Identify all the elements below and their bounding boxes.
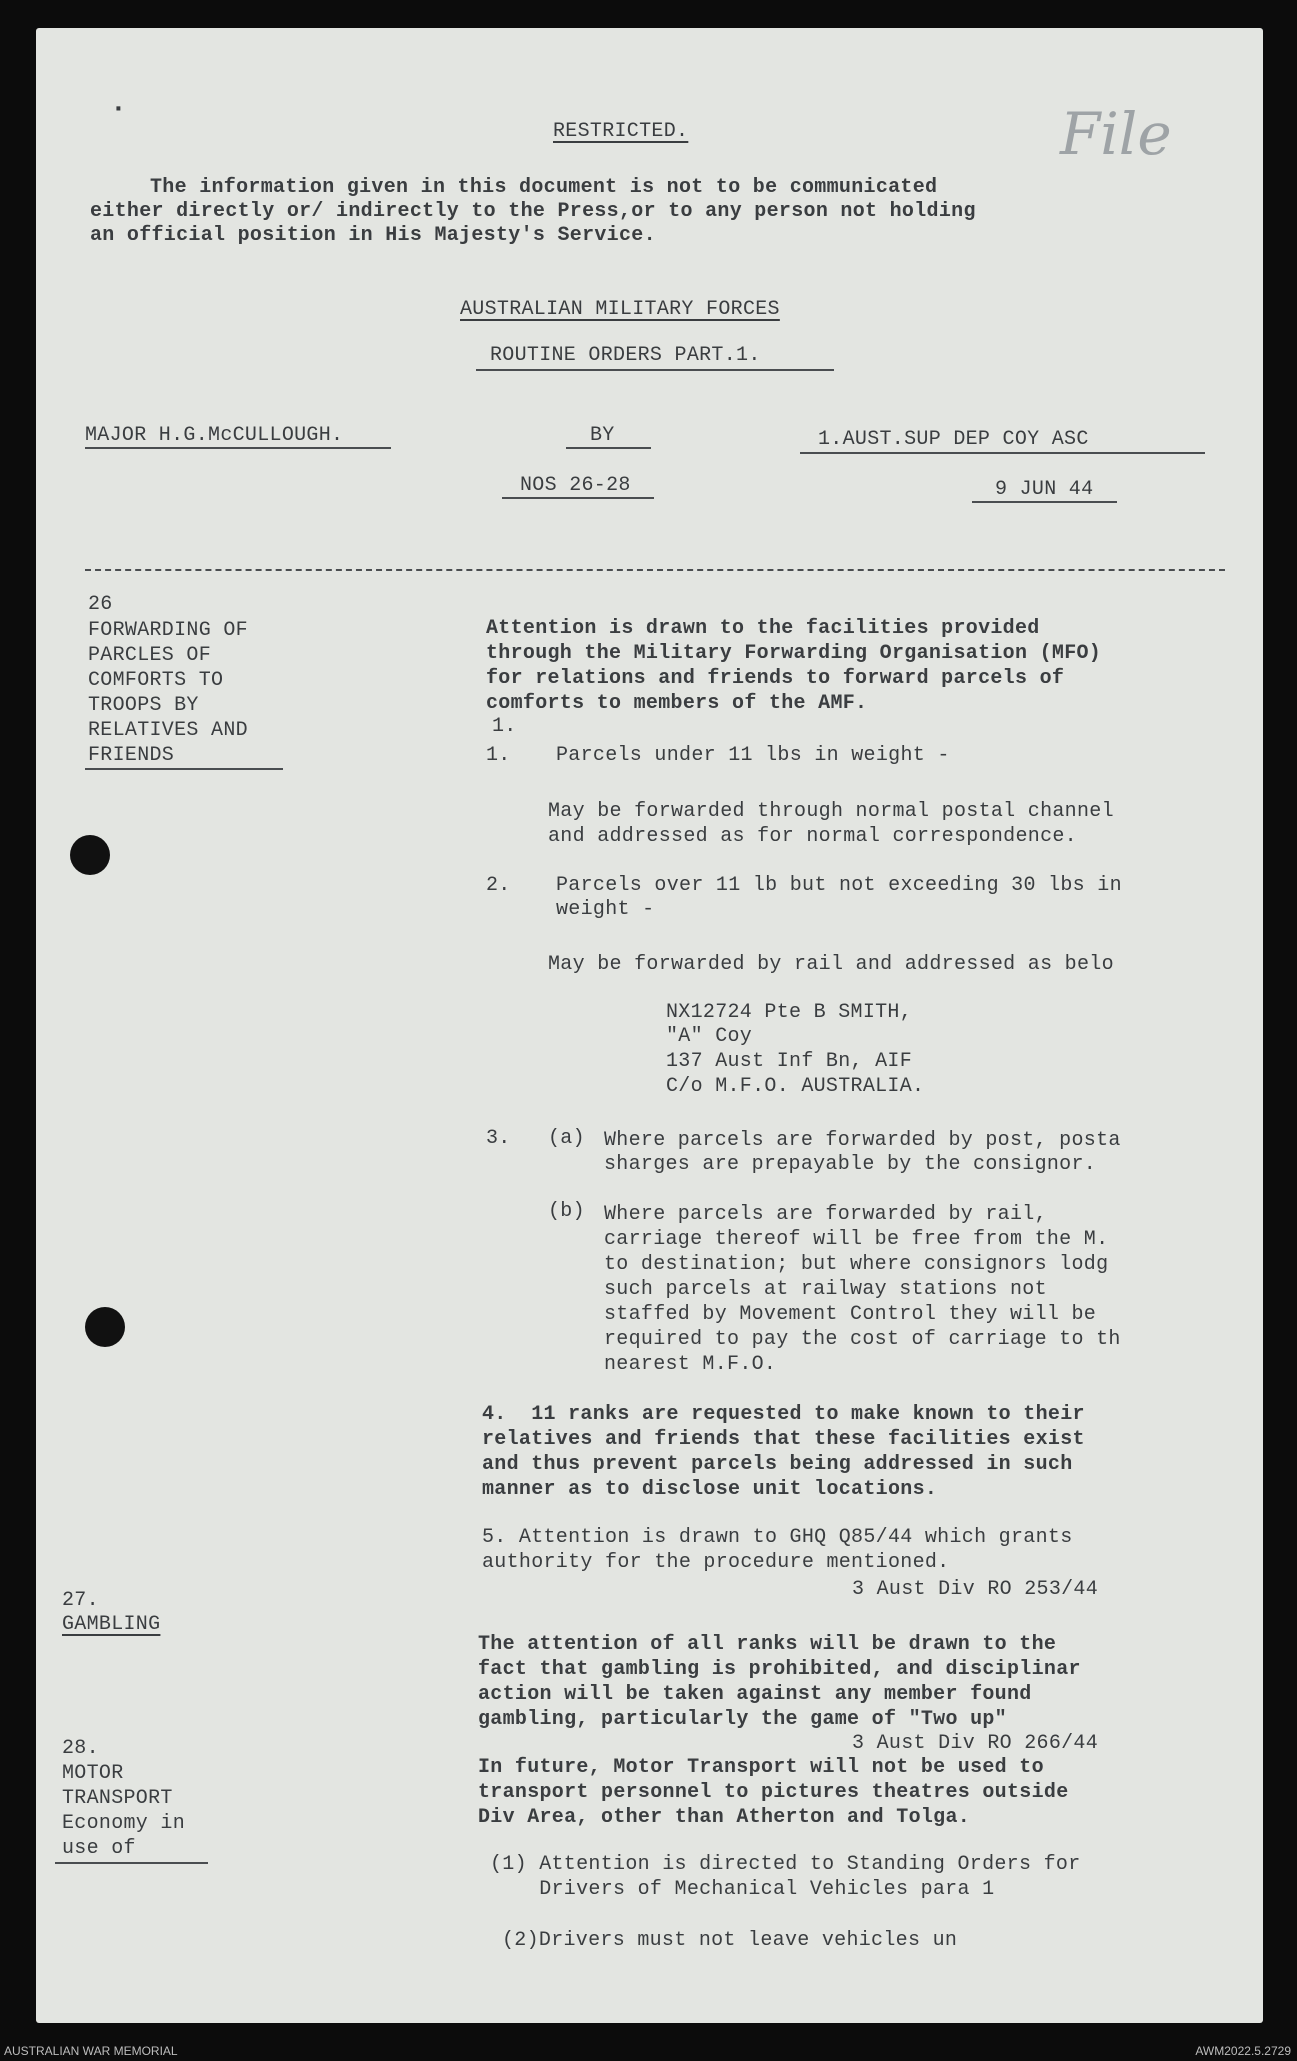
address-line-2: "A" Coy bbox=[666, 1025, 753, 1048]
order-28-line-3: Div Area, other than Atherton and Tolga. bbox=[478, 1806, 971, 1829]
ink-mark: · bbox=[110, 94, 128, 125]
by-label: BY bbox=[590, 424, 615, 447]
order-27-line-4: gambling, particularly the game of "Two up" bbox=[478, 1708, 1007, 1731]
order-26-title-line-2: PARCLES OF bbox=[88, 644, 212, 667]
order-27-line-1: The attention of all ranks will be drawn to the bbox=[478, 1633, 1057, 1656]
order-28-title-line-4: use of bbox=[62, 1837, 136, 1860]
issuer: MAJOR H.G.McCULLOUGH. bbox=[85, 424, 344, 447]
item-3b-line-1: Where parcels are forwarded by rail, bbox=[604, 1203, 1047, 1226]
order-27-line-2: fact that gambling is prohibited, and disciplinar bbox=[478, 1658, 1081, 1681]
item-3b-line-5: staffed by Movement Control they will be bbox=[604, 1303, 1097, 1326]
item-3a-label: (a) bbox=[548, 1127, 585, 1150]
item-4-line-1: 4. 11 ranks are requested to make known to their bbox=[482, 1403, 1085, 1426]
item-2-heading-line-1: Parcels over 11 lb but not exceeding 30 lbs in bbox=[556, 874, 1122, 897]
order-28-para-1-line-1: (1) Attention is directed to Standing Orders for bbox=[490, 1853, 1081, 1876]
intro-line-3: for relations and friends to forward parcels of bbox=[486, 667, 1065, 690]
item-3b-line-2: carriage thereof will be free from the M. bbox=[604, 1228, 1109, 1251]
order-28-title-line-1: MOTOR bbox=[62, 1762, 124, 1785]
item-2-heading-line-2: weight - bbox=[556, 898, 655, 921]
by-rule bbox=[566, 447, 651, 449]
punch-hole-bottom bbox=[85, 1307, 125, 1347]
intro-line-2: through the Military Forwarding Organisation (MFO) bbox=[486, 642, 1102, 665]
address-line-4: C/o M.F.O. AUSTRALIA. bbox=[666, 1075, 925, 1098]
item-4-line-2: relatives and friends that these facilities exist bbox=[482, 1428, 1085, 1451]
order-26-title-line-3: COMFORTS TO bbox=[88, 669, 224, 692]
item-1-number: 1. bbox=[486, 744, 511, 767]
order-27-title: GAMBLING bbox=[62, 1613, 161, 1636]
order-28-title-line-3: Economy in bbox=[62, 1812, 186, 1835]
order-26-title-line-1: FORWARDING OF bbox=[88, 619, 248, 642]
item-3b-line-3: to destination; but where consignors lodg bbox=[604, 1253, 1109, 1276]
date-rule bbox=[972, 501, 1117, 503]
item-1-heading: Parcels under 11 lbs in weight - bbox=[556, 744, 950, 767]
order-28-title-line-2: TRANSPORT bbox=[62, 1787, 173, 1810]
order-27-line-3: action will be taken against any member found bbox=[478, 1683, 1032, 1706]
item-4-line-3: and thus prevent parcels being addressed in such bbox=[482, 1453, 1073, 1476]
item-2-line: May be forwarded by rail and addressed as belo bbox=[548, 953, 1114, 976]
issuer-rule bbox=[85, 447, 391, 449]
order-28-para-2: (2)Drivers must not leave vehicles un bbox=[502, 1929, 958, 1952]
address-line-3: 137 Aust Inf Bn, AIF bbox=[666, 1050, 913, 1073]
handwritten-file-note: File bbox=[1060, 100, 1172, 168]
item-1-line-1: May be forwarded through normal postal channel bbox=[548, 800, 1114, 823]
item-3b-line-4: such parcels at railway stations not bbox=[604, 1278, 1047, 1301]
document-heading: AUSTRALIAN MILITARY FORCES bbox=[460, 298, 780, 321]
unit-rule bbox=[800, 452, 1205, 454]
item-2-number: 2. bbox=[486, 874, 511, 897]
unit-name: 1.AUST.SUP DEP COY ASC bbox=[818, 428, 1089, 451]
order-numbers: NOS 26-28 bbox=[520, 474, 631, 497]
order-26-reference: 3 Aust Div RO 253/44 bbox=[852, 1578, 1099, 1601]
intro-line-4: comforts to members of the AMF. bbox=[486, 692, 868, 715]
intro-line-1: Attention is drawn to the facilities provided bbox=[486, 617, 1040, 640]
subheading-rule bbox=[476, 369, 834, 371]
stray-number: 1. bbox=[492, 715, 517, 738]
order-28-para-1-line-2: Drivers of Mechanical Vehicles para 1 bbox=[490, 1878, 995, 1901]
punch-hole-top bbox=[70, 835, 110, 875]
item-3b-label: (b) bbox=[548, 1200, 585, 1223]
item-3-number: 3. bbox=[486, 1127, 511, 1150]
order-26-number: 26 bbox=[88, 593, 113, 616]
item-3b-line-7: nearest M.F.O. bbox=[604, 1353, 777, 1376]
item-5-line-2: authority for the procedure mentioned. bbox=[482, 1551, 950, 1574]
classification-marking: RESTRICTED. bbox=[553, 120, 689, 143]
order-28-title-rule bbox=[55, 1862, 208, 1864]
item-3a-line-1: Where parcels are forwarded by post, posta bbox=[604, 1129, 1121, 1152]
notice-line-1: The information given in this document is not to be communicated bbox=[150, 176, 938, 199]
archive-reference: AWM2022.5.2729 bbox=[1195, 2044, 1291, 2058]
order-28-line-1: In future, Motor Transport will not be used to bbox=[478, 1756, 1044, 1779]
item-5-line-1: 5. Attention is drawn to GHQ Q85/44 which grants bbox=[482, 1526, 1073, 1549]
order-26-title-line-5: RELATIVES AND bbox=[88, 719, 248, 742]
order-27-number: 27. bbox=[62, 1589, 99, 1612]
address-line-1: NX12724 Pte B SMITH, bbox=[666, 1001, 913, 1024]
section-divider bbox=[85, 569, 1225, 571]
order-date: 9 JUN 44 bbox=[995, 478, 1094, 501]
archive-credit: AUSTRALIAN WAR MEMORIAL bbox=[4, 2044, 178, 2058]
item-3a-line-2: sharges are prepayable by the consignor. bbox=[604, 1153, 1097, 1176]
notice-line-2: either directly or/ indirectly to the Press,or to any person not holding bbox=[90, 200, 976, 223]
document-subheading: ROUTINE ORDERS PART.1. bbox=[490, 344, 761, 367]
order-numbers-rule bbox=[502, 497, 654, 499]
order-28-number: 28. bbox=[62, 1737, 99, 1760]
item-1-line-2: and addressed as for normal correspondence. bbox=[548, 825, 1077, 848]
order-26-title-rule bbox=[85, 768, 283, 770]
item-4-line-4: manner as to disclose unit locations. bbox=[482, 1478, 938, 1501]
order-26-title-line-6: FRIENDS bbox=[88, 744, 175, 767]
order-28-line-2: transport personnel to pictures theatres outside bbox=[478, 1781, 1069, 1804]
order-26-title-line-4: TROOPS BY bbox=[88, 694, 199, 717]
order-27-reference: 3 Aust Div RO 266/44 bbox=[852, 1732, 1099, 1755]
notice-line-3: an official position in His Majesty's Service. bbox=[90, 224, 656, 247]
item-3b-line-6: required to pay the cost of carriage to th bbox=[604, 1328, 1121, 1351]
